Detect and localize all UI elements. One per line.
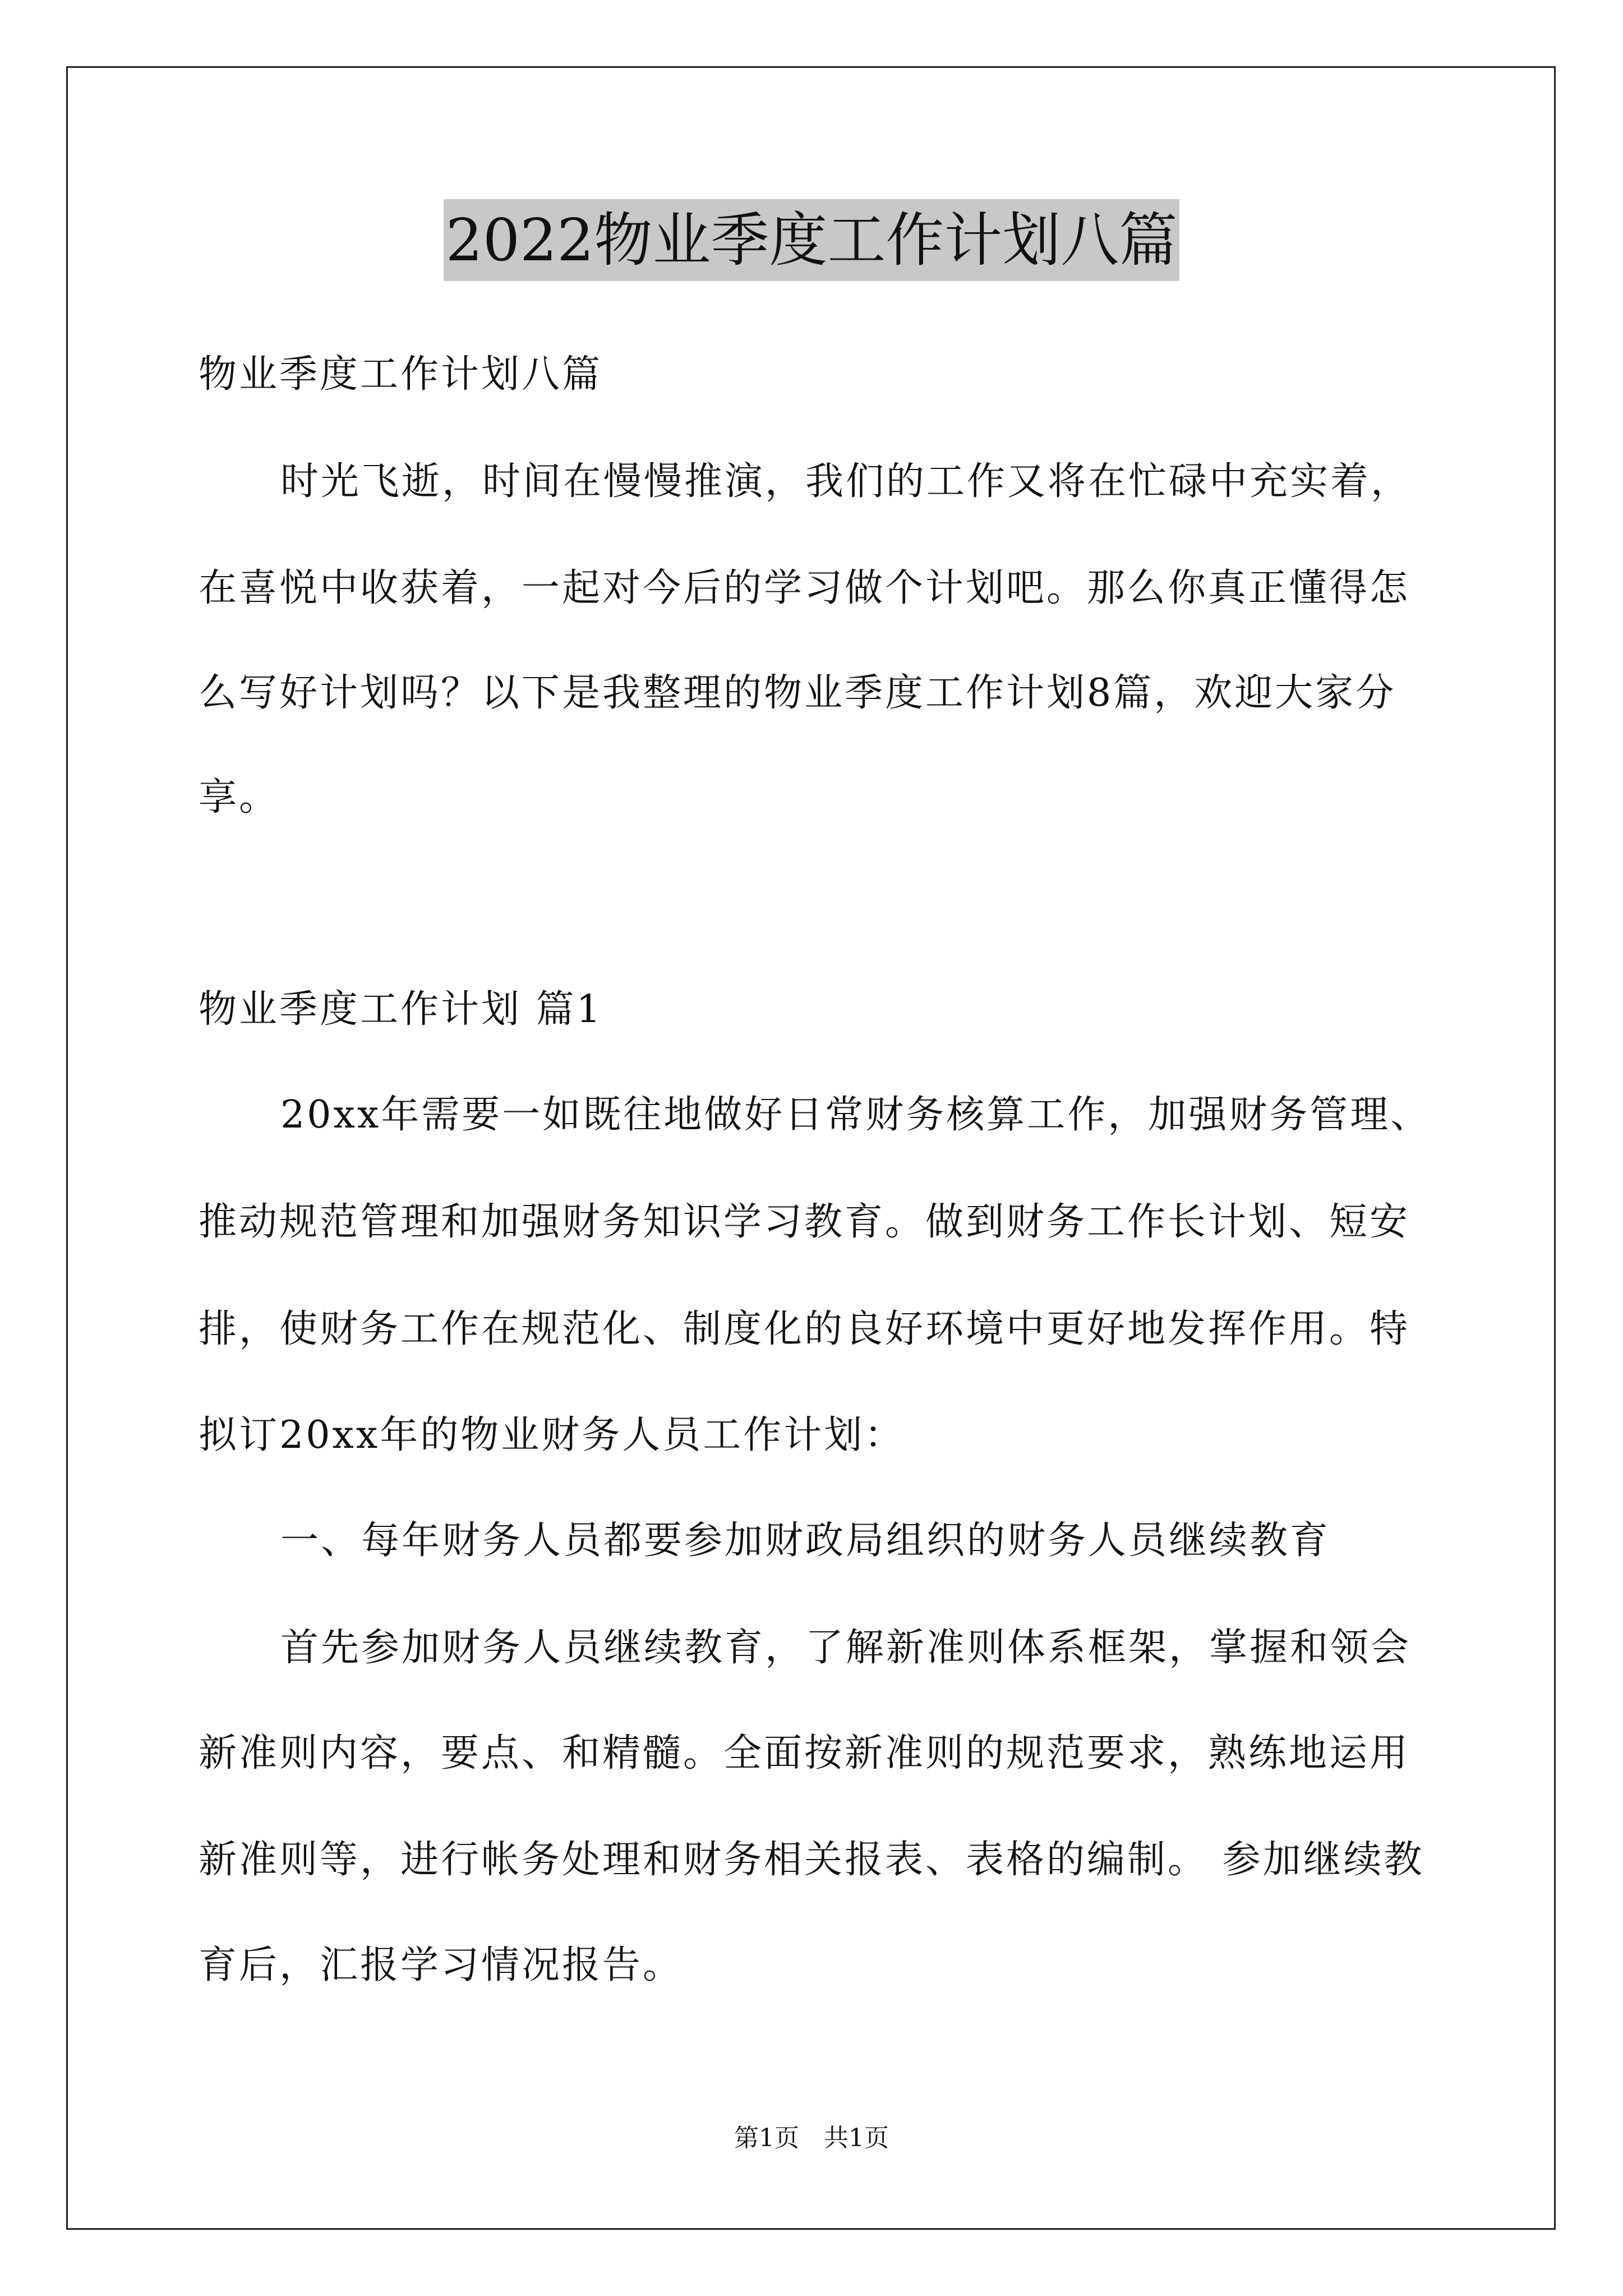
item-line: 育后，汇报学习情况报告。	[199, 1943, 684, 1987]
page-footer: 第1页 共1页	[734, 2124, 889, 2152]
section-line: 排，使财务工作在规范化、制度化的良好环境中更好地发挥作用。特	[199, 1307, 1410, 1351]
item-line: 新准则内容，要点、和精髓。全面按新准则的规范要求，熟练地运用	[199, 1731, 1410, 1775]
intro-line: 时光飞逝，时间在慢慢推演，我们的工作又将在忙碌中充实着，	[280, 459, 1412, 504]
subtitle: 物业季度工作计划八篇	[199, 352, 603, 397]
section-line: 20xx年需要一如既往地做好日常财务核算工作，加强财务管理、	[280, 1093, 1431, 1137]
item-line: 首先参加财务人员继续教育，了解新准则体系框架，掌握和领会	[280, 1626, 1412, 1670]
title-container	[0, 199, 1623, 281]
item-line: 新准则等，进行帐务处理和财务相关报表、表格的编制。 参加继续教	[199, 1838, 1424, 1882]
document-title: 2022物业季度工作计划八篇	[444, 199, 1180, 281]
intro-line: 在喜悦中收获着，一起对今后的学习做个计划吧。那么你真正懂得怎	[199, 566, 1410, 610]
section-heading: 物业季度工作计划 篇1	[199, 987, 603, 1032]
intro-line: 享。	[199, 775, 280, 820]
section-line: 推动规范管理和加强财务知识学习教育。做到财务工作长计划、短安	[199, 1200, 1410, 1244]
intro-line: 么写好计划吗？以下是我整理的物业季度工作计划8篇，欢迎大家分	[199, 671, 1396, 715]
section-line: 拟订20xx年的物业财务人员工作计划：	[199, 1413, 905, 1457]
item-heading: 一、每年财务人员都要参加财政局组织的财务人员继续教育	[280, 1519, 1331, 1563]
